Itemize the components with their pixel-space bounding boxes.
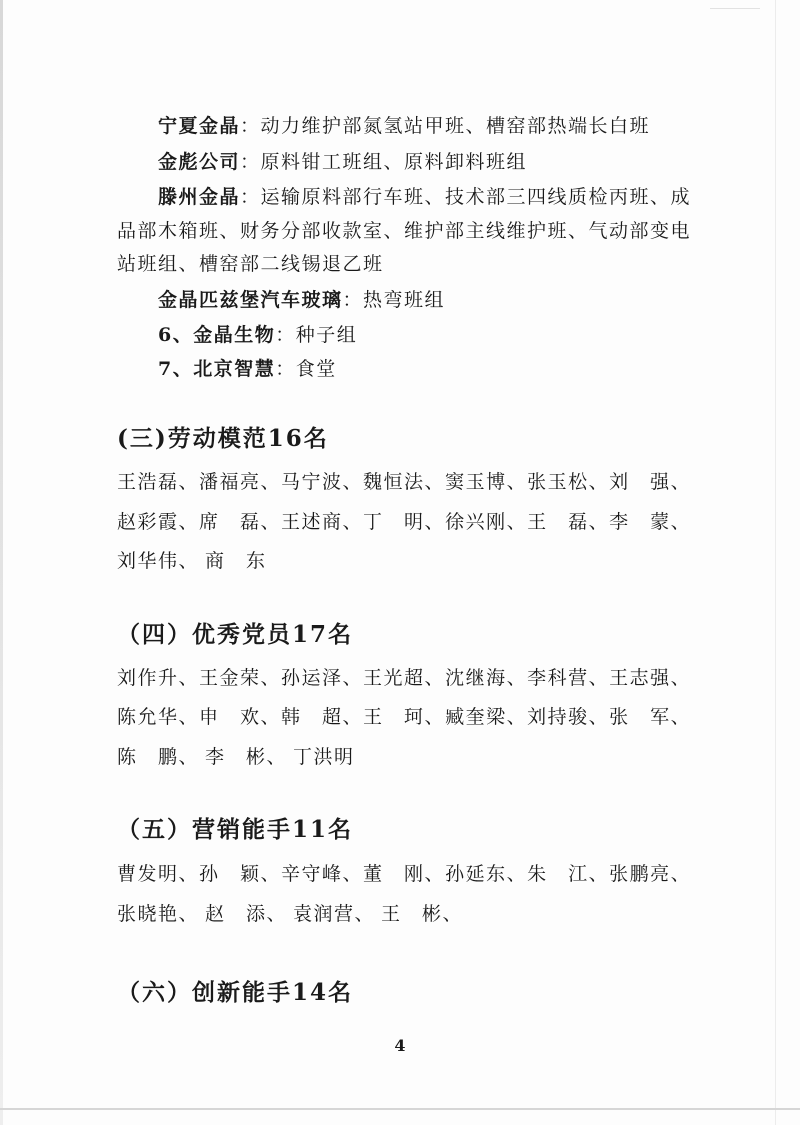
list-item-tengzhou-cont-2 <box>117 252 690 276</box>
scan-edge-right <box>775 0 776 1125</box>
team-list: 品部木箱班、财务分部收款室、维护部主线维护班、气动部变电 <box>117 220 692 242</box>
separator: ： <box>342 289 364 311</box>
name-row <box>117 510 692 534</box>
person-name: 王 彬、 <box>381 903 464 925</box>
person-name: 王光超、 <box>363 667 446 689</box>
name-row <box>117 705 692 729</box>
person-name: 辛守峰、 <box>281 863 364 885</box>
person-name: 袁润营、 <box>293 903 376 925</box>
team-list: 热弯班组 <box>363 289 446 311</box>
person-name: 臧奎梁、 <box>445 706 528 728</box>
separator: ： <box>240 151 261 173</box>
separator: ： <box>240 115 261 137</box>
person-name: 李 彬、 <box>205 746 288 768</box>
scan-edge-left <box>0 0 3 1125</box>
person-name: 张玉松、 <box>527 471 610 493</box>
team-list: 种子组 <box>295 324 358 346</box>
section-heading-sales-experts: （五）营销能手11名 <box>117 816 354 843</box>
person-name: 张晓艳、 <box>117 903 200 925</box>
person-name: 孙运泽、 <box>281 667 364 689</box>
team-list: 原料钳工班组、原料卸料班组 <box>260 151 528 173</box>
person-name: 徐兴刚、 <box>445 511 528 533</box>
person-name: 王述商、 <box>281 511 364 533</box>
org-name: 7、北京智慧 <box>158 358 276 380</box>
org-name: 宁夏金晶 <box>158 115 241 137</box>
person-name: 李 蒙、 <box>609 511 692 533</box>
name-row <box>117 745 690 769</box>
name-row <box>117 666 692 690</box>
person-name: 刘 强、 <box>609 471 692 493</box>
person-name: 张鹏亮、 <box>609 863 692 885</box>
person-name: 沈继海、 <box>445 667 528 689</box>
list-item-tengzhou <box>158 185 690 209</box>
team-list: 运输原料部行车班、技术部三四线质检丙班、成 <box>260 186 692 208</box>
person-name: 潘福亮、 <box>199 471 282 493</box>
person-name: 曹发明、 <box>117 863 200 885</box>
list-item-ningxia <box>158 114 690 138</box>
person-name: 刘华伟、 <box>117 550 200 572</box>
person-name: 张 军、 <box>609 706 692 728</box>
page-number: 4 <box>394 1036 406 1055</box>
person-name: 魏恒法、 <box>363 471 446 493</box>
list-item-pishibao <box>158 288 690 312</box>
person-name: 席 磊、 <box>199 511 282 533</box>
section-heading-labor-models: (三)劳动模范16名 <box>117 425 329 452</box>
person-name: 朱 江、 <box>527 863 610 885</box>
list-item-zhihui <box>158 357 690 381</box>
section-heading-party-members: （四）优秀党员17名 <box>117 621 354 648</box>
person-name: 王 珂、 <box>363 706 446 728</box>
person-name: 刘作升、 <box>117 667 200 689</box>
team-list: 站班组、槽窑部二线锡退乙班 <box>117 253 384 275</box>
person-name: 王 磊、 <box>527 511 610 533</box>
list-item-shengwu <box>158 323 690 347</box>
person-name: 丁洪明 <box>293 746 355 768</box>
person-name: 陈 鹏、 <box>117 746 200 768</box>
org-name: 金晶匹兹堡汽车玻璃 <box>158 289 343 311</box>
person-name: 窦玉博、 <box>445 471 528 493</box>
name-row <box>117 862 692 886</box>
person-name: 申 欢、 <box>199 706 282 728</box>
person-name: 刘持骏、 <box>527 706 610 728</box>
person-name: 韩 超、 <box>281 706 364 728</box>
section-heading-innovation-experts: （六）创新能手14名 <box>117 979 354 1006</box>
separator: ： <box>275 324 296 346</box>
person-name: 赵 添、 <box>205 903 288 925</box>
person-name: 王浩磊、 <box>117 471 200 493</box>
list-item-tengzhou-cont-1 <box>117 219 690 243</box>
separator: ： <box>275 358 296 380</box>
name-row <box>117 470 692 494</box>
org-name: 滕州金晶 <box>158 186 241 208</box>
name-row <box>117 902 690 926</box>
person-name: 丁 明、 <box>363 511 446 533</box>
person-name: 王金荣、 <box>199 667 282 689</box>
person-name: 赵彩霞、 <box>117 511 200 533</box>
separator: ： <box>240 186 261 208</box>
org-name: 6、金晶生物 <box>158 324 276 346</box>
scan-edge-top <box>710 8 760 9</box>
org-name: 金彪公司 <box>158 151 241 173</box>
team-list: 食堂 <box>295 358 337 380</box>
name-row <box>117 549 690 573</box>
person-name: 王志强、 <box>609 667 692 689</box>
scan-edge-bottom <box>0 1108 800 1110</box>
team-list: 动力维护部氮氢站甲班、槽窑部热端长白班 <box>260 115 651 137</box>
person-name: 董 刚、 <box>363 863 446 885</box>
person-name: 孙延东、 <box>445 863 528 885</box>
person-name: 陈允华、 <box>117 706 200 728</box>
person-name: 孙 颖、 <box>199 863 282 885</box>
person-name: 李科营、 <box>527 667 610 689</box>
list-item-jinbiao <box>158 150 690 174</box>
person-name: 商 东 <box>205 550 267 572</box>
person-name: 马宁波、 <box>281 471 364 493</box>
